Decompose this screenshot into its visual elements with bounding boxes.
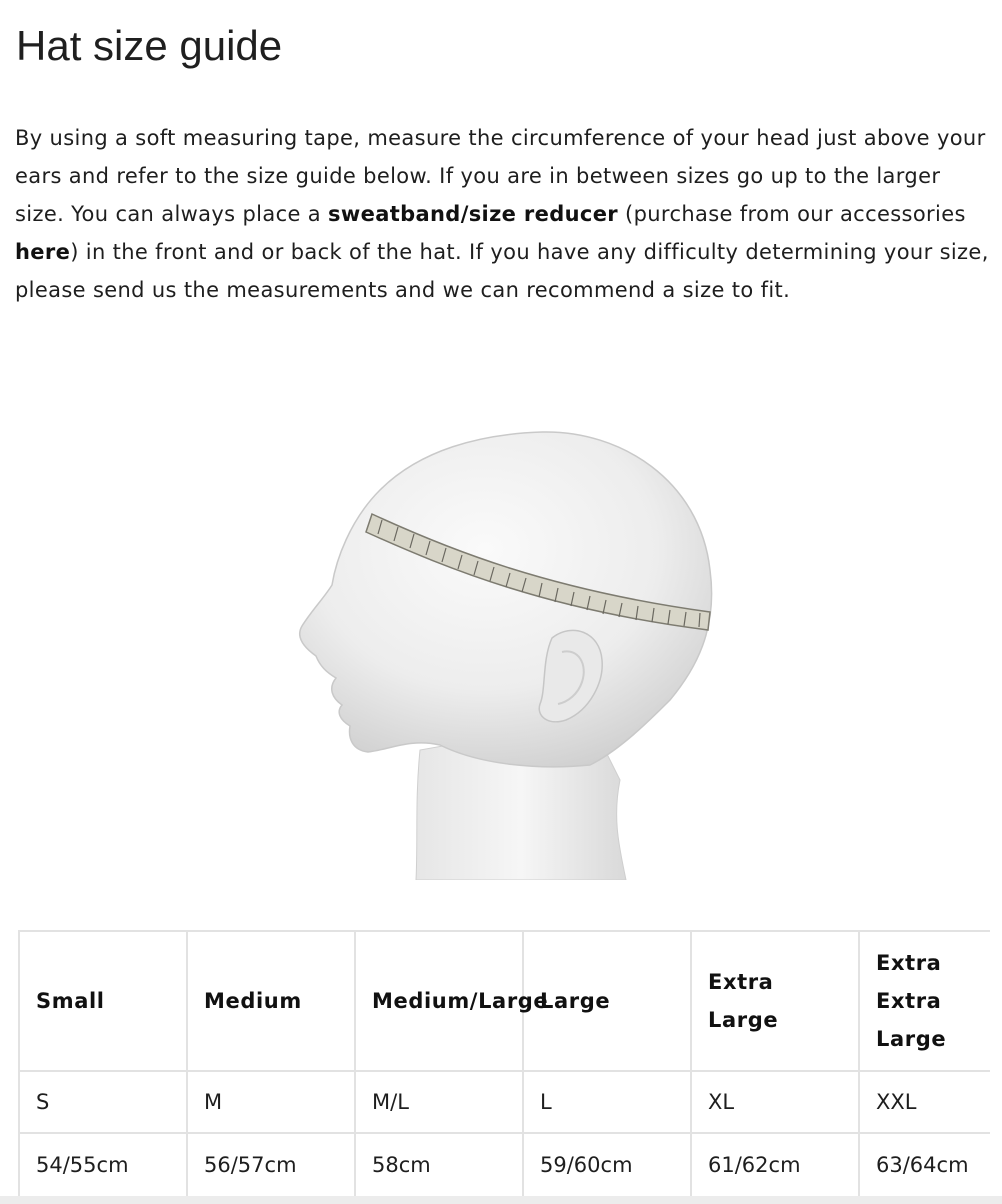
page-title: Hat size guide	[16, 22, 283, 69]
header-extra-large: Extra Large	[691, 931, 859, 1071]
table-clip-edge	[990, 930, 1002, 1204]
table-cell: 58cm	[355, 1133, 523, 1197]
head-measuring-tape-illustration	[290, 420, 730, 880]
size-guide-table	[18, 930, 993, 1198]
table-cell: L	[523, 1071, 691, 1133]
table-row	[19, 1071, 992, 1133]
table-cell: 59/60cm	[523, 1133, 691, 1197]
table-cell: 61/62cm	[691, 1133, 859, 1197]
table-cell: 56/57cm	[187, 1133, 355, 1197]
header-small: Small	[19, 931, 187, 1071]
head-measuring-illustration	[290, 420, 730, 880]
intro-text-1: By using a soft measuring tape, measure the circumference of your head just above your ears and refer to the size guide below. If you are in between sizes go up to the larger size. You can always place a	[15, 126, 986, 226]
table-cell: M	[187, 1071, 355, 1133]
table-cell: 54/55cm	[19, 1133, 187, 1197]
header-medium-large: Medium/Large	[355, 931, 523, 1071]
header-medium: Medium	[187, 931, 355, 1071]
table-cell: XL	[691, 1071, 859, 1133]
sweatband-highlight: sweatband/size reducer	[328, 202, 619, 226]
table-cell: 63/64cm	[859, 1133, 992, 1197]
table-cell: S	[19, 1071, 187, 1133]
table-scroll-strip	[0, 1196, 1002, 1204]
table-cell: M/L	[355, 1071, 523, 1133]
header-large: Large	[523, 931, 691, 1071]
table-row	[19, 1133, 992, 1197]
table-cell: XXL	[859, 1071, 992, 1133]
intro-text-3: ) in the front and or back of the hat. If you have any difficulty determining your size, please send us the measurements and we can recommend a size to fit.	[15, 240, 989, 302]
accessories-here-link[interactable]: here	[15, 240, 71, 264]
table-header-row	[19, 931, 992, 1071]
header-extra-extra-large: Extra Extra Large	[859, 931, 992, 1071]
intro-text-2: (purchase from our accessories	[618, 202, 966, 226]
intro-paragraph	[15, 119, 995, 309]
